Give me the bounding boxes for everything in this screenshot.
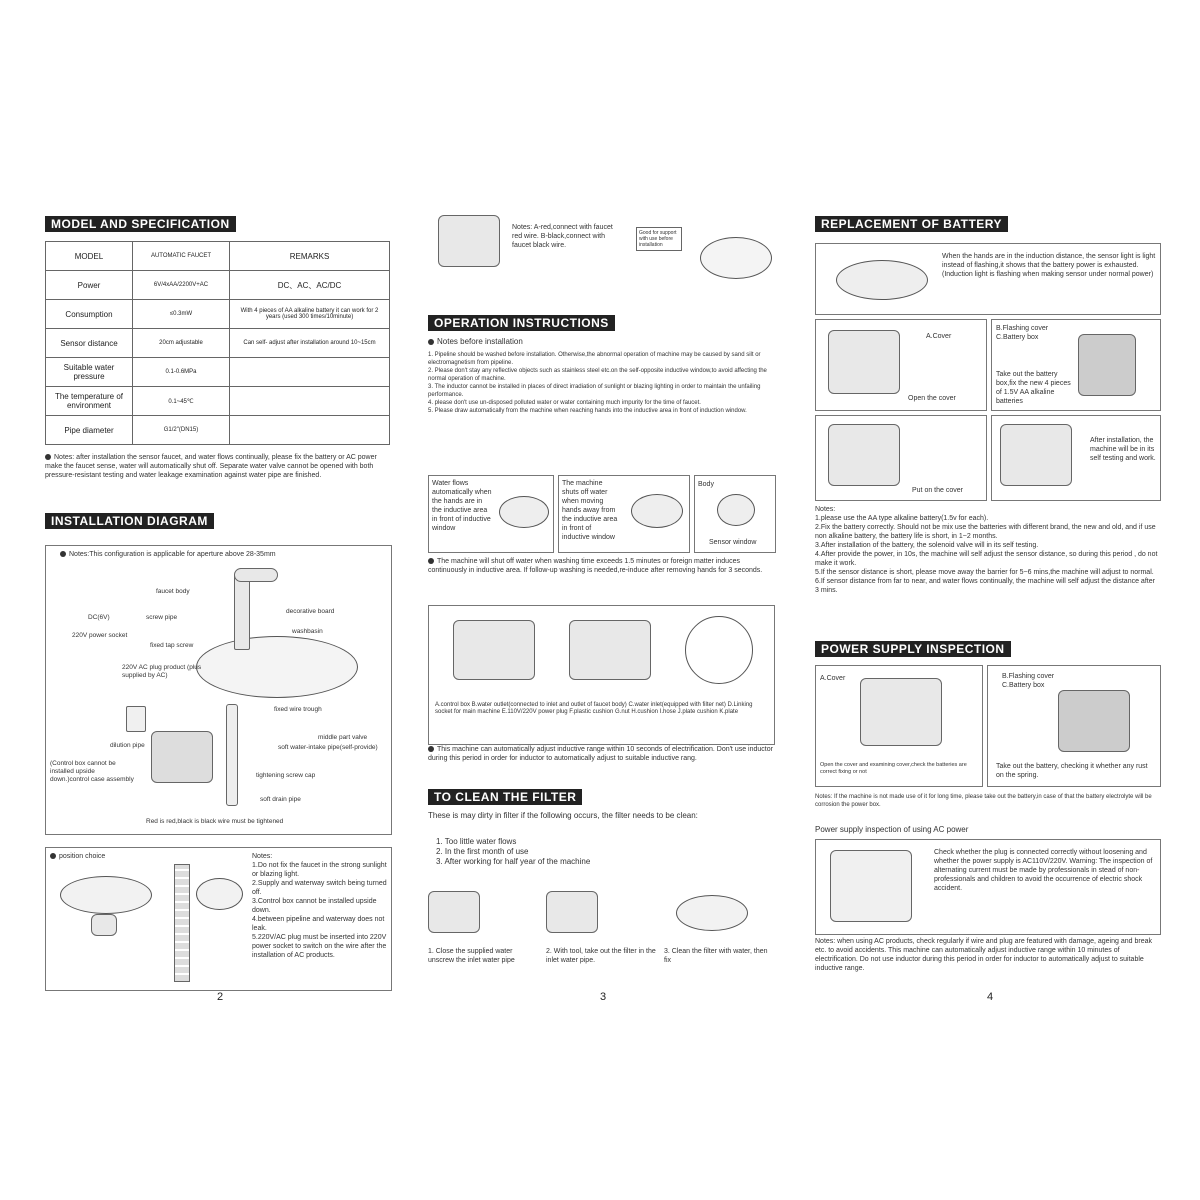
label-control-box: (Control box cannot be installed upside down.)control case assembly [50, 760, 134, 783]
filter-intro: These is may dirty in filter if the following occurs, the filter needs to be clean: [428, 811, 698, 820]
img-sensor [694, 475, 776, 553]
spec-cell: 0.1-0.6MPa [133, 358, 230, 387]
op-list [428, 351, 773, 415]
control-box-shape [151, 731, 213, 783]
list-item: 2.Fix the battery correctly. Should not be mix use the batteries with different brand, the new and old, and if use non alkaline battery, the battery life is short, in 1~2 months. [815, 524, 1156, 540]
spec-cell: MODEL [46, 242, 133, 271]
position-notes-list [252, 861, 388, 960]
spec-note [45, 453, 390, 480]
label-battery-box: C.Battery box [1002, 682, 1045, 689]
list-item: 3.After installation of the battery, the solenoid valve will in its self testing. [815, 542, 1039, 549]
filter-img-1 [428, 891, 480, 933]
power-left-box [815, 665, 983, 787]
spec-row [46, 387, 390, 416]
washbasin-shape [196, 636, 358, 698]
caption-water-flows: Water flows automatically when the hands are in the inductive area in front of inductive window [432, 480, 492, 532]
label-tightening-screw-cap: tightening screw cap [256, 772, 316, 779]
page-number: 2 [216, 991, 224, 1003]
label-battery-box: C.Battery box [996, 334, 1039, 341]
spec-cell: G1/2"(DN15) [133, 416, 230, 445]
list-item: 2.Supply and waterway switch being turned off. [252, 880, 387, 896]
battery-intro-text: When the hands are in the induction distance, the sensor light is light instead of flashing,it shows that the battery power is exhausted.(Induction light is flashing when making sensor under normal power) [942, 253, 1156, 278]
page-number: 3 [599, 991, 607, 1003]
list-item: 3. The inductor cannot be installed in places of direct irradiation of sunlight or blazing lighting in order to maintain the unfailing performance. [428, 384, 761, 398]
notes-before-text: Notes before installation [437, 337, 523, 346]
page-3 [428, 215, 778, 1003]
label-cover: A.Cover [820, 675, 846, 682]
power-note: Notes: If the machine is not made use of it for long time, please take out the battery,in case of that the battery electrolyte will be corrosion the power box. [815, 794, 1152, 808]
label-faucet-body: faucet body [156, 588, 190, 595]
sink-side-shape [196, 878, 243, 910]
spec-cell: DC、AC、AC/DC [230, 271, 390, 300]
install-note [60, 550, 276, 559]
power-caption-right: Take out the battery, checking it whether any rust on the spring. [996, 763, 1148, 779]
img-water-stops [558, 475, 690, 553]
filter-img-3 [676, 895, 748, 931]
spec-cell: 6V/4xAA/2200V+AC [133, 271, 230, 300]
spec-row [46, 358, 390, 387]
after-install-text: After installation, the machine will be in its self testing and work. [1090, 437, 1156, 462]
list-item: 1. Too little water flows [436, 837, 517, 846]
caption-water-stops: The machine shuts off water when moving hands away from the inductive area in front of inductive window [562, 480, 618, 541]
power-caption-left: Open the cover and examining cover,check the batteries are correct fixing or not [820, 762, 967, 775]
power-right-box [987, 665, 1161, 787]
parts-circle [685, 616, 753, 684]
basin-side-shape [60, 876, 152, 914]
spec-row [46, 300, 390, 329]
spec-row [46, 416, 390, 445]
battery-notes-list [815, 514, 1159, 595]
spec-table-wrap [45, 241, 390, 445]
spec-cell: Pipe diameter [46, 416, 133, 445]
caption-body: Body [698, 481, 714, 488]
final-note: Notes: when using AC products, check regularly if wire and plug are featured with damage, ageing and break etc. to avoid accidents. This machine can automatically adjust inductive range within 10 minutes of electrification. Do not use inductor during this period in order for inductor to automatically adjust to suitable inductive range. [815, 938, 1152, 972]
faucet-spout-shape [234, 568, 278, 582]
shutoff-note [428, 557, 773, 575]
position-notes-title: Notes: [252, 853, 273, 860]
label-dilution-pipe: dilution pipe [110, 742, 145, 749]
bullet-icon [45, 454, 51, 460]
bullet-icon [50, 853, 56, 859]
top-notes: Notes: A-red,connect with faucet red wire. B-black,connect with faucet black wire. [512, 224, 613, 249]
caption-put-cover: Put on the cover [912, 487, 963, 494]
list-item: 3. After working for half year of the machine [436, 857, 591, 866]
list-item: 5.220V/AC plug must be inserted into 220V power socket to switch on the wire after the installation of AC products. [252, 934, 387, 959]
position-box [45, 847, 392, 991]
spec-cell: Consumption [46, 300, 133, 329]
adjust-note [428, 745, 773, 763]
box-shape [1000, 424, 1072, 486]
page-2 [45, 215, 395, 1003]
page-4 [815, 215, 1165, 1003]
box-shape [828, 424, 900, 486]
spec-cell: The temperature of environment [46, 387, 133, 416]
spec-cell: With 4 pieces of AA alkaline battery it can work for 2 years (used 300 times/10minute) [230, 300, 390, 329]
list-item: 6.If sensor distance from far to near, and water flows continually, the machine will self adjust the distance after 3 mins. [815, 578, 1155, 594]
label-soft-drain-pipe: soft drain pipe [260, 796, 301, 803]
position-title-text: position choice [59, 853, 106, 860]
page-number: 4 [986, 991, 994, 1003]
drain-pipe-shape [226, 704, 238, 806]
hand-icon [631, 494, 683, 528]
label-bottom-note: Red is red,black is black wire must be tightened [146, 818, 284, 825]
label-fixed-wire-trough: fixed wire trough [274, 706, 322, 713]
install-heading: INSTALLATION DIAGRAM [45, 513, 214, 529]
label-flashing-cover: B.Flashing cover [1002, 673, 1055, 680]
filter-step-2: 2. With tool, take out the filter in the inlet water pipe. [546, 948, 656, 964]
op-heading: OPERATION INSTRUCTIONS [428, 315, 615, 331]
open-cover-box [815, 319, 987, 411]
person-sink-shape [700, 237, 772, 279]
notes-before [428, 337, 523, 347]
label-screw-pipe: screw pipe [146, 614, 178, 621]
battery-heading: REPLACEMENT OF BATTERY [815, 216, 1008, 232]
control-box-shape [438, 215, 500, 267]
spec-cell [230, 387, 390, 416]
list-item: 5.If the sensor distance is short, please move away the barrier for 5~6 mins,the machine will adjust to normal. [815, 569, 1154, 576]
spec-cell: AUTOMATIC FAUCET [133, 242, 230, 271]
caption-open-cover: Open the cover [908, 395, 956, 402]
spec-row [46, 271, 390, 300]
speech-bubble: Good for support with use before installation [636, 227, 682, 251]
control-box-a-shape [453, 620, 535, 680]
ac-title: Power supply inspection of using AC power [815, 825, 969, 834]
hand-icon [499, 496, 549, 528]
battery-box-shape [1058, 690, 1130, 752]
install-note-text: Notes:This configuration is applicable for aperture above 28-35mm [69, 551, 276, 558]
img-water-flows [428, 475, 554, 553]
spec-note-text: Notes: after installation the sensor faucet, and water flows continually, please fix the battery or AC power make the faucet sense, water will automatically shut off. Separate water valve cannot be opened with both pressure-resistant testing and water leakage examination against water pipe are finished. [45, 454, 377, 479]
spec-cell [230, 358, 390, 387]
bullet-icon [428, 339, 434, 345]
spec-cell: ≤0.3mW [133, 300, 230, 329]
spec-cell: Can self- adjust after installation around 10~15cm [230, 329, 390, 358]
label-dc: DC(6V) [88, 614, 110, 621]
take-out-note: Take out the battery box,fix the new 4 pieces of 1.5V AA alkaline batteries [996, 371, 1071, 405]
spec-row [46, 329, 390, 358]
list-item: 4.After provide the power, in 10s, the machine will self adjust the sensor distance, so during this period , do not make it work. [815, 551, 1158, 567]
spec-cell: Sensor distance [46, 329, 133, 358]
battery-intro-box [815, 243, 1161, 315]
label-fixed-tap-screw: fixed tap screw [150, 642, 194, 649]
spec-row [46, 242, 390, 271]
filter-step-1: 1. Close the supplied water unscrew the inlet water pipe [428, 948, 515, 964]
list-item: 1.Do not fix the faucet in the strong sunlight or blazing light. [252, 862, 387, 878]
list-item: 3.Control box cannot be installed upside down. [252, 898, 377, 914]
parts-box [428, 605, 775, 745]
battery-swap-box [991, 319, 1161, 411]
spec-cell: 20cm adjustable [133, 329, 230, 358]
spec-cell: Suitable water pressure [46, 358, 133, 387]
bullet-icon [60, 551, 66, 557]
box-shape [860, 678, 942, 746]
shutoff-note-text: The machine will shut off water when washing time exceeds 1.5 minutes or foreign matter induces continuously in inductive area. If follow-up washing is needed,re-induce after removing hands for 3 seconds. [428, 558, 763, 574]
adjust-note-text: This machine can automatically adjust inductive range within 10 seconds of electrification. Don't use inductor during this period in order for inductor to automatically adjust to suitable inductive rang. [428, 746, 773, 762]
ac-box [815, 839, 1161, 935]
sensor-faucet-shape [836, 260, 928, 300]
position-title [50, 852, 105, 861]
control-box-b-shape [569, 620, 651, 680]
faucet-icon [717, 494, 755, 526]
list-item: 5. Please draw automatically from the machine when reaching hands into the inductive area in front of induction window. [428, 408, 747, 414]
position-notes [252, 852, 388, 960]
list-item: 2. Please don't stay any reflective objects such as stainless steel etc.on the self-opposite inductive window,to avoid affecting the normal operation of machine. [428, 368, 767, 382]
list-item: 4. please don't use un-disposed polluted water or water containing much impurity for the time of faucet. [428, 400, 701, 406]
spec-cell [230, 416, 390, 445]
list-item: 2. In the first month of use [436, 847, 529, 856]
filter-step-3: 3. Clean the filter with water, then fix [664, 948, 768, 964]
list-item: 1. Pipeline should be washed before installation. Otherwise,the abnormal operation of machine may be caused by sand silt or electromagnetism from pipeline. [428, 352, 761, 366]
spec-cell: 0.1~45℃ [133, 387, 230, 416]
power-heading: POWER SUPPLY INSPECTION [815, 641, 1011, 657]
label-flashing-cover: B.Flashing cover [996, 325, 1049, 332]
spec-heading: MODEL AND SPECIFICATION [45, 216, 236, 232]
bullet-icon [428, 558, 434, 564]
put-cover-box [815, 415, 987, 501]
label-decorative-board: decorative board [286, 608, 335, 615]
filter-list [436, 837, 590, 867]
box-shape [828, 330, 900, 394]
install-diagram [45, 545, 392, 835]
filter-heading: TO CLEAN THE FILTER [428, 789, 582, 805]
label-cover: A.Cover [926, 333, 952, 340]
list-item: 4.between pipeline and waterway does not leak. [252, 916, 385, 932]
label-power-socket: 220V power socket [72, 632, 128, 639]
list-item: 1.please use the AA type alkaline battery(1.5v for each). [815, 515, 989, 522]
ac-text: Check whether the plug is connected correctly without loosening and whether the power supply is AC110V/220V. Warning: The inspection of alternating current must be made by professionals in stead of non-professionals and children to avoid the occurrence of electric shock accident. [934, 849, 1153, 892]
spec-cell: REMARKS [230, 242, 390, 271]
valve-box-shape [91, 914, 117, 936]
battery-notes-title: Notes: [815, 506, 836, 513]
label-washbasin: washbasin [292, 628, 323, 635]
spec-table [45, 241, 390, 445]
filter-img-2 [546, 891, 598, 933]
after-install-box [991, 415, 1161, 501]
label-ac-plug: 220V AC plug product (plus supplied by AC) [122, 664, 202, 679]
spec-cell: Power [46, 271, 133, 300]
battery-box-shape [1078, 334, 1136, 396]
plug-hand-shape [830, 850, 912, 922]
label-trimmer: middle part valve [318, 734, 368, 741]
power-socket-shape [126, 706, 146, 732]
wall-shape [174, 864, 190, 982]
caption-sensor-window: Sensor window [709, 539, 757, 546]
battery-notes [815, 505, 1159, 595]
label-soft-water-intake: soft water-intake pipe(self-provide) [278, 744, 378, 751]
bullet-icon [428, 746, 434, 752]
parts-caption: A.control box B.water outlet(connected to inlet and outlet of faucet body) C.water inlet(equipped with filter net) D.Linking socket for main machine E.110V/220V power plug F.plastic cushion G.nut H.cushion I.hose J.plate cushion K.plate [435, 702, 753, 715]
